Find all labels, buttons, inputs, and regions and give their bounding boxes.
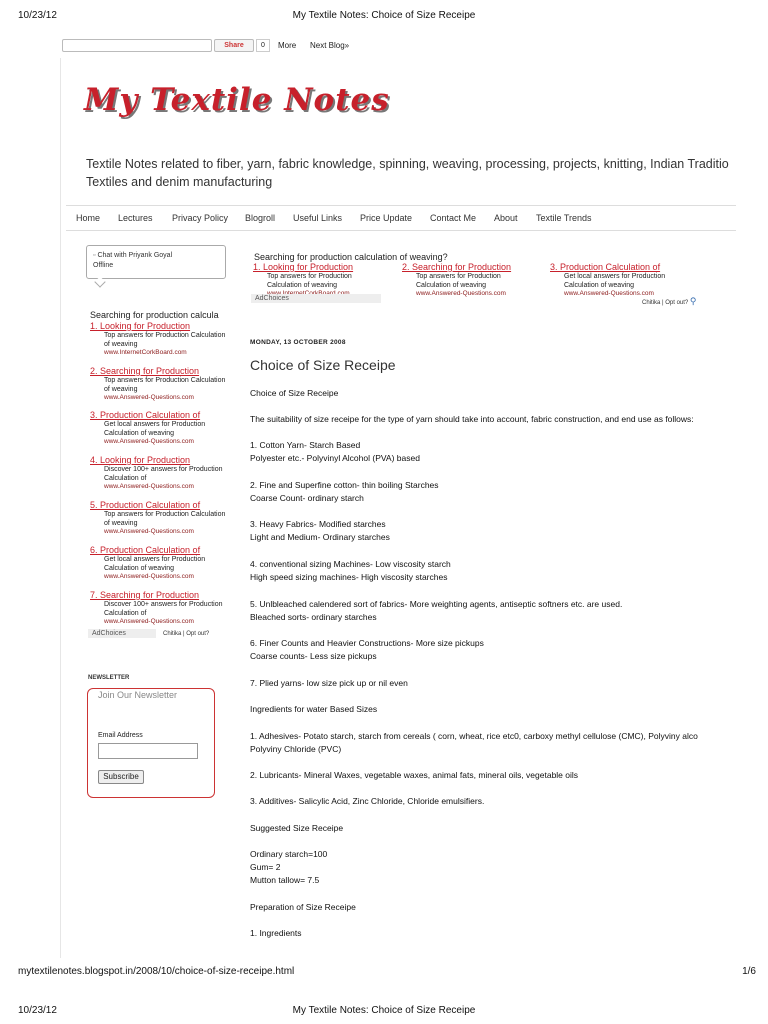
ad-url[interactable]: www.Answered-Questions.com <box>104 618 194 625</box>
post-paragraph: 1. Adhesives- Potato starch, starch from cereals ( corn, wheat, rice etc0, carboxy methyl cellulose (CMC), Polyviny alco <box>250 731 698 741</box>
navbar-search-input[interactable] <box>62 39 212 52</box>
ad-description: Get local answers for Production Calculation of weaving <box>104 556 206 572</box>
blog-description <box>86 155 736 191</box>
print-page-number: 1/6 <box>742 966 756 977</box>
tab-contact-me[interactable]: Contact Me <box>430 213 477 223</box>
tab-blogroll[interactable]: Blogroll <box>245 213 276 223</box>
content-ad-item[interactable] <box>253 262 395 297</box>
post-paragraph: Polyviny Chloride (PVC) <box>250 744 342 754</box>
sidebar-ad-item[interactable] <box>90 455 232 490</box>
content-chitika-link[interactable] <box>642 296 697 307</box>
print-date: 10/23/12 <box>18 10 57 21</box>
post-paragraph: 3. Heavy Fabrics- Modified starches <box>250 519 386 529</box>
blog-title[interactable]: My Textile Notes <box>84 82 390 118</box>
content-ad-item[interactable] <box>550 262 692 297</box>
newsletter-legend: Join Our Newsletter <box>94 690 181 700</box>
chat-label: Chat with Priyank Goyal <box>97 252 173 259</box>
post-paragraph: 1. Ingredients <box>250 928 302 938</box>
post-paragraph: Gum= 2 <box>250 862 281 872</box>
post-paragraph: Mutton tallow= 7.5 <box>250 875 320 885</box>
ad-description: Discover 100+ answers for Production Calculation of <box>104 466 223 482</box>
post-title[interactable]: Choice of Size Receipe <box>250 357 396 373</box>
post-paragraph: 3. Additives- Salicylic Acid, Zinc Chloride, Chloride emulsifiers. <box>250 796 485 806</box>
print-header <box>0 10 768 24</box>
post-date: MONDAY, 13 OCTOBER 2008 <box>250 339 346 346</box>
subscribe-button[interactable]: Subscribe <box>98 770 144 784</box>
post-paragraph: 2. Fine and Superfine cotton- thin boiling Starches <box>250 480 439 490</box>
ad-url[interactable]: www.Answered-Questions.com <box>104 528 194 535</box>
ad-description: Top answers for Production Calculation of weaving <box>267 273 352 289</box>
ad-description: Top answers for Production Calculation of weaving <box>416 273 501 289</box>
sidebar-ad-item[interactable] <box>90 545 232 580</box>
post-paragraph: The suitability of size receipe for the type of yarn should take into account, fabric construction, and end use as follows: <box>250 414 694 424</box>
ad-url[interactable]: www.Answered-Questions.com <box>104 483 194 490</box>
tab-useful-links[interactable]: Useful Links <box>293 213 343 223</box>
tab-privacy-policy[interactable]: Privacy Policy <box>172 213 229 223</box>
ad-link[interactable]: 7. Searching for Production <box>90 590 200 600</box>
blog-description-line: Textile Notes related to fiber, yarn, fabric knowledge, spinning, weaving, processing, projects, knitting, Indian Traditio <box>86 157 729 171</box>
ad-link[interactable]: 4. Looking for Production <box>90 455 191 465</box>
post-paragraph: 1. Cotton Yarn- Starch Based <box>250 440 361 450</box>
print-footer <box>0 966 768 980</box>
post-paragraph: Light and Medium- Ordinary starches <box>250 532 390 542</box>
chitika-label: Chitika | Opt out? <box>642 300 689 306</box>
tab-about[interactable]: About <box>494 213 518 223</box>
post-paragraph: Ingredients for water Based Sizes <box>250 704 378 714</box>
print-header-next-page <box>0 1005 768 1019</box>
ad-link[interactable]: 1. Looking for Production <box>253 262 354 272</box>
post-paragraph: Ordinary starch=100 <box>250 849 328 859</box>
ad-url[interactable]: www.Answered-Questions.com <box>104 394 194 401</box>
content-ads-title: Searching for production calculation of weaving? <box>254 252 448 262</box>
tab-lectures[interactable]: Lectures <box>118 213 153 223</box>
page-tabs <box>66 205 736 231</box>
tab-textile-trends[interactable]: Textile Trends <box>536 213 592 223</box>
next-blog-link[interactable]: Next Blog» <box>310 41 350 50</box>
ad-url[interactable]: www.InternetCorkBoard.com <box>104 349 187 356</box>
blog-description-line: Textiles and denim manufacturing <box>86 175 273 189</box>
ad-link[interactable]: 3. Production Calculation of <box>550 262 661 272</box>
tab-price-update[interactable]: Price Update <box>360 213 413 223</box>
content-adchoices-link[interactable]: AdChoices <box>251 294 381 303</box>
post-paragraph: 5. Unlbleached calendered sort of fabrics- More weighting agents, antiseptic softners etc. are used. <box>250 599 623 609</box>
sidebar-ad-item[interactable] <box>90 321 232 356</box>
sidebar-ads-title: Searching for production calcula <box>90 310 219 320</box>
chat-icon: ▫ <box>93 252 96 259</box>
post-paragraph: Bleached sorts- ordinary starches <box>250 612 377 622</box>
sidebar-adchoices-link[interactable]: AdChoices <box>88 629 156 638</box>
ad-description: Top answers for Production Calculation of weaving <box>104 377 226 393</box>
ad-description: Top answers for Production Calculation of weaving <box>104 332 226 348</box>
email-field[interactable] <box>98 743 198 759</box>
more-link[interactable]: More <box>278 41 297 50</box>
ad-url[interactable]: www.Answered-Questions.com <box>104 438 194 445</box>
print-url: mytextilenotes.blogspot.in/2008/10/choice-of-size-receipe.html <box>18 966 295 977</box>
post-paragraph: Choice of Size Receipe <box>250 388 339 398</box>
post-paragraph: Suggested Size Receipe <box>250 823 344 833</box>
sidebar-ad-item[interactable] <box>90 500 232 535</box>
share-count: 0 <box>256 39 270 52</box>
ad-link[interactable]: 1. Looking for Production <box>90 321 191 331</box>
post-paragraph: 7. Plied yarns- low size pick up or nil even <box>250 678 408 688</box>
post-paragraph: Preparation of Size Receipe <box>250 902 356 912</box>
ad-link[interactable]: 6. Production Calculation of <box>90 545 201 555</box>
content-ad-item[interactable] <box>402 262 544 297</box>
sidebar-ad-item[interactable] <box>90 366 232 401</box>
chat-widget[interactable] <box>86 245 226 279</box>
sidebar-chitika-link[interactable]: Chitika | Opt out? <box>163 631 210 637</box>
ad-url[interactable]: www.Answered-Questions.com <box>104 573 194 580</box>
blogger-navbar <box>60 36 760 56</box>
post-paragraph: High speed sizing machines- High viscosity starches <box>250 572 448 582</box>
ad-url[interactable]: www.Answered-Questions.com <box>416 290 506 297</box>
newsletter-heading: NEWSLETTER <box>88 675 130 681</box>
search-icon: ⚲ <box>689 296 697 306</box>
post-paragraph: 6. Finer Counts and Heavier Constructions- More size pickups <box>250 638 484 648</box>
post-paragraph: Coarse Count- ordinary starch <box>250 493 364 503</box>
post-paragraph: 2. Lubricants- Mineral Waxes, vegetable waxes, animal fats, mineral oils, vegetable oils <box>250 770 579 780</box>
ad-url[interactable]: www.Answered-Questions.com <box>564 290 654 297</box>
ad-link[interactable]: 3. Production Calculation of <box>90 410 201 420</box>
sidebar-ad-item[interactable] <box>90 410 232 445</box>
print-page-title: My Textile Notes: Choice of Size Receipe <box>292 10 476 21</box>
post-paragraph: 4. conventional sizing Machines- Low viscosity starch <box>250 559 451 569</box>
sidebar-ad-item[interactable] <box>90 590 232 625</box>
post-paragraph: Polyester etc.- Polyvinyl Alcohol (PVA) based <box>250 453 420 463</box>
ad-link[interactable]: 2. Searching for Production <box>402 262 512 272</box>
tab-home[interactable]: Home <box>76 213 101 223</box>
ad-description: Top answers for Production Calculation of weaving <box>104 511 226 527</box>
print-date: 10/23/12 <box>18 1005 57 1016</box>
ad-link[interactable]: 5. Production Calculation of <box>90 500 201 510</box>
share-button[interactable]: Share <box>214 39 254 52</box>
chat-status: Offline <box>93 262 114 269</box>
print-page-title: My Textile Notes: Choice of Size Receipe <box>292 1005 476 1016</box>
ad-description: Get local answers for Production Calculation of weaving <box>104 421 206 437</box>
ad-description: Discover 100+ answers for Production Calculation of <box>104 601 223 617</box>
ad-description: Get local answers for Production Calculation of weaving <box>564 273 666 289</box>
email-label: Email Address <box>98 732 143 739</box>
ad-link[interactable]: 2. Searching for Production <box>90 366 200 376</box>
post-paragraph: Coarse counts- Less size pickups <box>250 651 377 661</box>
